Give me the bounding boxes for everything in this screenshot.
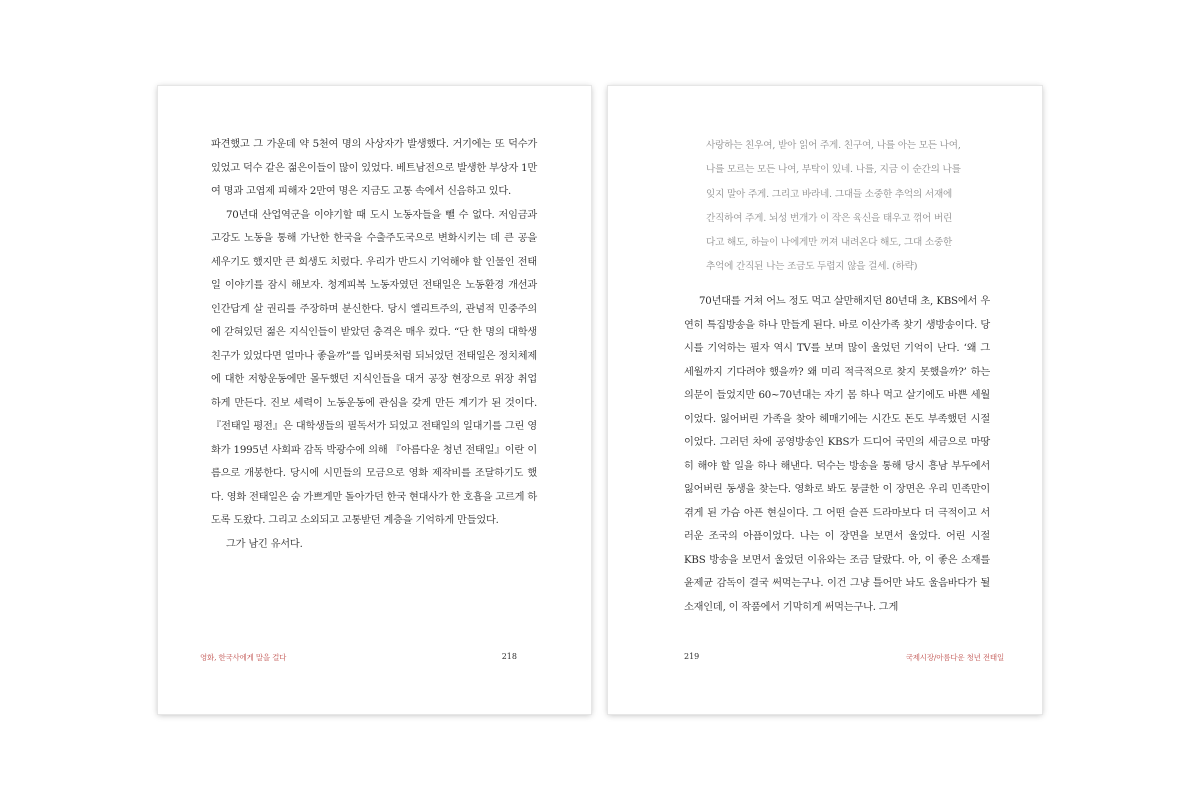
paragraph: 파견했고 그 가운데 약 5천여 명의 사상자가 발생했다. 거기에는 또 덕수가 있었고 덕수 같은 젊은이들이 많이 있었다. 베트남전으로 발생한 부상자 1만여 명과 고엽제 피해자 2만여 명은 지금도 고통 속에서 신음하고 있다. (211, 139, 537, 197)
paragraph: 70년대를 거쳐 어느 정도 먹고 살만해지던 80년대 초, KBS에서 우연히 특집방송을 하나 만들게 된다. 바로 이산가족 찾기 생방송이다. 당시를 기억하는 필자 역시 TV를 보며 많이 울었던 기억이 난다. ‘왜 그 세월까지 기다려야 했을까? 왜 미리 적극적으로 찾지 못했을까?’ 하는 의문이 들었지만 60~70년대는 자기 몸 하나 먹고 살기에도 바쁜 세월이었다. 잃어버린 가족을 찾아 헤매기에는 시간도 돈도 부족했던 시절이었다. 그러던 차에 공영방송인 KBS가 드디어 국민의 세금으로 마땅히 해야 할 일을 하나 해낸다. 덕수는 방송을 통해 당시 흥남 부두에서 잃어버린 동생을 찾는다. 영화로 봐도 뭉클한 이 장면은 우리 민족만이 겪게 된 가슴 아픈 현실이다. 그 어떤 슬픈 드라마보다 더 극적이고 서러운 조국의 아픔이었다. 나는 이 장면을 보면서 울었다. 어린 시절 KBS 방송을 보면서 울었던 이유와는 조금 달랐다. 아, 이 좋은 소재를 윤제균 감독이 결국 써먹는구나. 이건 그냥 틀어만 놔도 울음바다가 될 소재인데, 이 작품에서 기막히게 써먹는구나. 그게 (684, 296, 990, 613)
page-number: 219 (684, 652, 700, 661)
quote-block (706, 134, 976, 280)
quote-line: 추억에 간직된 나는 조금도 두렵지 않을 걸세. (하략) (706, 261, 918, 273)
page-number: 218 (501, 652, 517, 661)
quote-line: 간직하여 주게. 뇌성 번개가 이 작은 육신을 태우고 꺾어 버린 (706, 212, 953, 224)
right-page (608, 86, 1042, 714)
quote-line: 잊지 말아 주게. 그리고 바라네. 그대들 소중한 추억의 서재에 (706, 188, 953, 200)
running-title: 영화, 한국사에게 말을 걸다 (200, 653, 287, 662)
left-page (158, 86, 591, 714)
paragraph: 70년대 산업역군을 이야기할 때 도시 노동자들을 뺄 수 없다. 저임금과 고강도 노동을 통해 가난한 한국을 수출주도국으로 변화시키는 데 큰 공을 세우기도 했지만 큰 희생도 치렀다. 우리가 반드시 기억해야 할 인물인 전태일 이야기를 잠시 해보자. 청계피복 노동자였던 전태일은 노동환경 개선과 인간답게 살 권리를 주장하며 분신한다. 당시 엘리트주의, 관념적 민중주의에 갇혀있던 젊은 지식인들이 받았던 충격은 매우 컸다. “단 한 명의 대학생 친구가 있었다면 얼마나 좋을까”를 입버릇처럼 되뇌었던 전태일은 정치체제에 대한 저항운동에만 몰두했던 지식인들을 대거 공장 현장으로 위장 취업하게 만든다. 진보 세력이 노동운동에 관심을 갖게 만든 계기가 된 것이다. 『전태일 평전』은 대학생들의 필독서가 되었고 전태일의 일대기를 그린 영화가 1995년 사회파 감독 박광수에 의해 『아름다운 청년 전태일』이란 이름으로 개봉한다. 당시에 시민들의 모금으로 영화 제작비를 조달하기도 했다. 영화 전태일은 숨 가쁘게만 돌아가던 한국 현대사가 한 호흡을 고르게 하도록 도왔다. 그리고 소외되고 고통받던 계층을 기억하게 만들었다. (211, 209, 537, 526)
quote-line: 사랑하는 친우여, 받아 읽어 주게. 친구여, 나를 아는 모든 나여, (706, 140, 961, 151)
right-page-body (684, 290, 990, 619)
paragraph: 그가 남긴 유서다. (226, 538, 303, 550)
quote-line: 나를 모르는 모든 나여, 부탁이 있네. 나를, 지금 이 순간의 나를 (706, 164, 961, 176)
left-page-body (211, 133, 537, 556)
quote-line: 다고 해도, 하늘이 나에게만 꺼져 내려온다 해도, 그대 소중한 (706, 237, 953, 249)
running-title: 국제시장/아름다운 청년 전태일 (905, 653, 1004, 662)
